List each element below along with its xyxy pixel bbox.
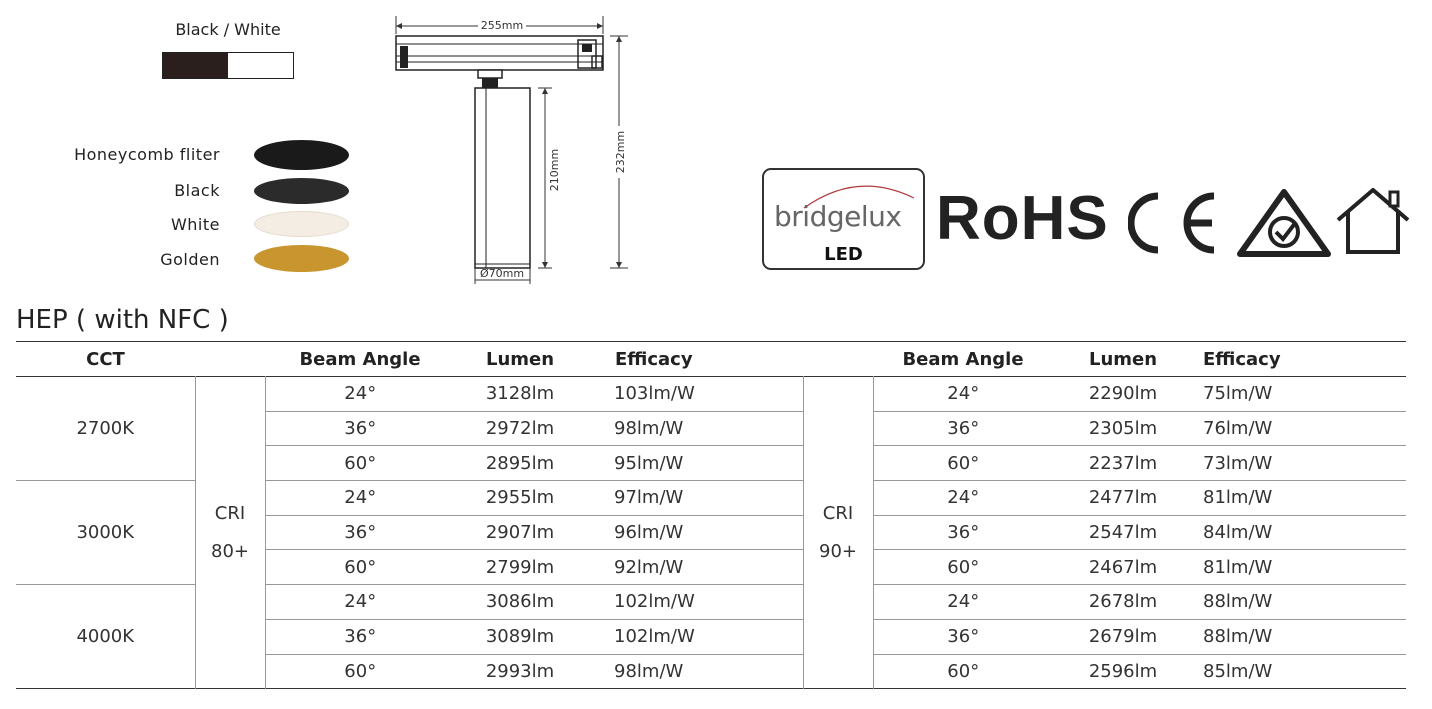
rcm-mark-icon: [1236, 188, 1332, 258]
beam-angle-cell: 60°: [344, 660, 377, 682]
efficacy-2-cell: 85lm/W: [1203, 660, 1273, 682]
color-swatch: [162, 52, 294, 79]
ce-mark-icon: [1128, 192, 1224, 254]
beam-angle-2-cell: 60°: [947, 556, 980, 578]
header-lumen-2: Lumen: [1088, 348, 1158, 370]
spec-table: [16, 341, 1406, 689]
reflector-black-swatch: [254, 178, 349, 204]
beam-angle-2-cell: 60°: [947, 660, 980, 682]
beam-angle-cell: 36°: [344, 626, 377, 648]
reflector-honeycomb-swatch: [254, 140, 349, 170]
efficacy-cell: 103lm/W: [585, 377, 803, 412]
lumen-cell: 3128lm: [485, 383, 555, 405]
efficacy-cell: 98lm/W: [585, 411, 803, 446]
lumen-2-cell: 2596lm: [1088, 660, 1158, 682]
efficacy-2-cell: 84lm/W: [1203, 522, 1273, 544]
cri-right-value: 90+: [819, 540, 857, 562]
reflector-label-white: White: [170, 215, 220, 234]
efficacy-cell: 96lm/W: [585, 515, 803, 550]
cri-left-cell: [195, 377, 265, 689]
swatch-black: [163, 53, 228, 78]
dim-total-height: 232mm: [614, 130, 627, 174]
beam-angle-cell: 24°: [344, 487, 377, 509]
header-efficacy-2: Efficacy: [1203, 348, 1281, 370]
beam-angle-2-cell: 24°: [947, 487, 980, 509]
led-label: LED: [824, 244, 863, 265]
lumen-2-cell: 2290lm: [1088, 383, 1158, 405]
dim-body-height: 210mm: [548, 148, 561, 192]
beam-angle-cell: 24°: [344, 383, 377, 405]
efficacy-cell: 102lm/W: [585, 585, 803, 620]
beam-angle-cell: 24°: [344, 591, 377, 613]
cri-right-cell: [803, 377, 873, 689]
lumen-2-cell: 2679lm: [1088, 626, 1158, 648]
rohs-mark: RoHS: [936, 184, 1109, 253]
efficacy-2-cell: 81lm/W: [1203, 556, 1273, 578]
efficacy-2-cell: 88lm/W: [1203, 626, 1273, 648]
header-beam-angle: Beam Angle: [299, 348, 421, 370]
lumen-cell: 2799lm: [485, 556, 555, 578]
beam-angle-2-cell: 36°: [947, 418, 980, 440]
color-options-title: Black / White: [175, 20, 281, 39]
efficacy-2-cell: 88lm/W: [1203, 591, 1273, 613]
reflector-label-golden: Golden: [160, 250, 220, 269]
lumen-cell: 3089lm: [485, 626, 555, 648]
lumen-cell: 2972lm: [485, 418, 555, 440]
efficacy-2-cell: 81lm/W: [1203, 487, 1273, 509]
beam-angle-2-cell: 36°: [947, 626, 980, 648]
reflector-white-swatch: [254, 211, 349, 237]
header-cct: CCT: [86, 348, 125, 370]
efficacy-cell: 95lm/W: [585, 446, 803, 481]
lumen-cell: 2907lm: [485, 522, 555, 544]
reflector-label-honeycomb: Honeycomb fliter: [74, 145, 220, 164]
lumen-cell: 2993lm: [485, 660, 555, 682]
efficacy-cell: 97lm/W: [585, 481, 803, 516]
lumen-2-cell: 2547lm: [1088, 522, 1158, 544]
dim-width: 255mm: [480, 19, 524, 32]
beam-angle-2-cell: 24°: [947, 591, 980, 613]
lumen-cell: 2895lm: [485, 452, 555, 474]
cct-cell: 3000K: [16, 481, 195, 585]
reflector-label-black: Black: [174, 181, 220, 200]
cri-left-value: 80+: [211, 540, 249, 562]
beam-angle-cell: 36°: [344, 418, 377, 440]
header-efficacy: Efficacy: [615, 348, 693, 370]
reflector-golden-swatch: [254, 245, 349, 272]
lumen-2-cell: 2467lm: [1088, 556, 1158, 578]
lumen-2-cell: 2477lm: [1088, 487, 1158, 509]
lumen-cell: 3086lm: [485, 591, 555, 613]
cct-cell: 4000K: [16, 585, 195, 689]
efficacy-cell: 98lm/W: [585, 654, 803, 689]
beam-angle-cell: 60°: [344, 452, 377, 474]
header-cri-left: [195, 342, 265, 377]
efficacy-2-cell: 75lm/W: [1203, 383, 1273, 405]
efficacy-cell: 92lm/W: [585, 550, 803, 585]
dim-diameter: Ø70mm: [479, 267, 525, 280]
header-lumen: Lumen: [485, 348, 555, 370]
beam-angle-cell: 36°: [344, 522, 377, 544]
efficacy-cell: 102lm/W: [585, 619, 803, 654]
indoor-use-icon: [1334, 186, 1412, 256]
section-title: HEP ( with NFC ): [16, 305, 229, 335]
dimension-drawing: [388, 6, 638, 288]
efficacy-2-cell: 73lm/W: [1203, 452, 1273, 474]
table-header-row: [16, 342, 1406, 377]
efficacy-2-cell: 76lm/W: [1203, 418, 1273, 440]
cri-left-label: CRI: [214, 502, 246, 524]
bridgelux-wordmark: bridgelux: [774, 200, 902, 233]
beam-angle-2-cell: 24°: [947, 383, 980, 405]
lumen-2-cell: 2237lm: [1088, 452, 1158, 474]
header-beam-angle-2: Beam Angle: [902, 348, 1024, 370]
cri-right-label: CRI: [822, 502, 854, 524]
lumen-2-cell: 2678lm: [1088, 591, 1158, 613]
table-row: [16, 377, 1406, 412]
lumen-cell: 2955lm: [485, 487, 555, 509]
beam-angle-2-cell: 60°: [947, 452, 980, 474]
beam-angle-2-cell: 36°: [947, 522, 980, 544]
lumen-2-cell: 2305lm: [1088, 418, 1158, 440]
cct-cell: 2700K: [16, 377, 195, 481]
bridgelux-logo: [762, 168, 925, 270]
swatch-white: [228, 53, 293, 78]
beam-angle-cell: 60°: [344, 556, 377, 578]
header-cri-right: [803, 342, 873, 377]
